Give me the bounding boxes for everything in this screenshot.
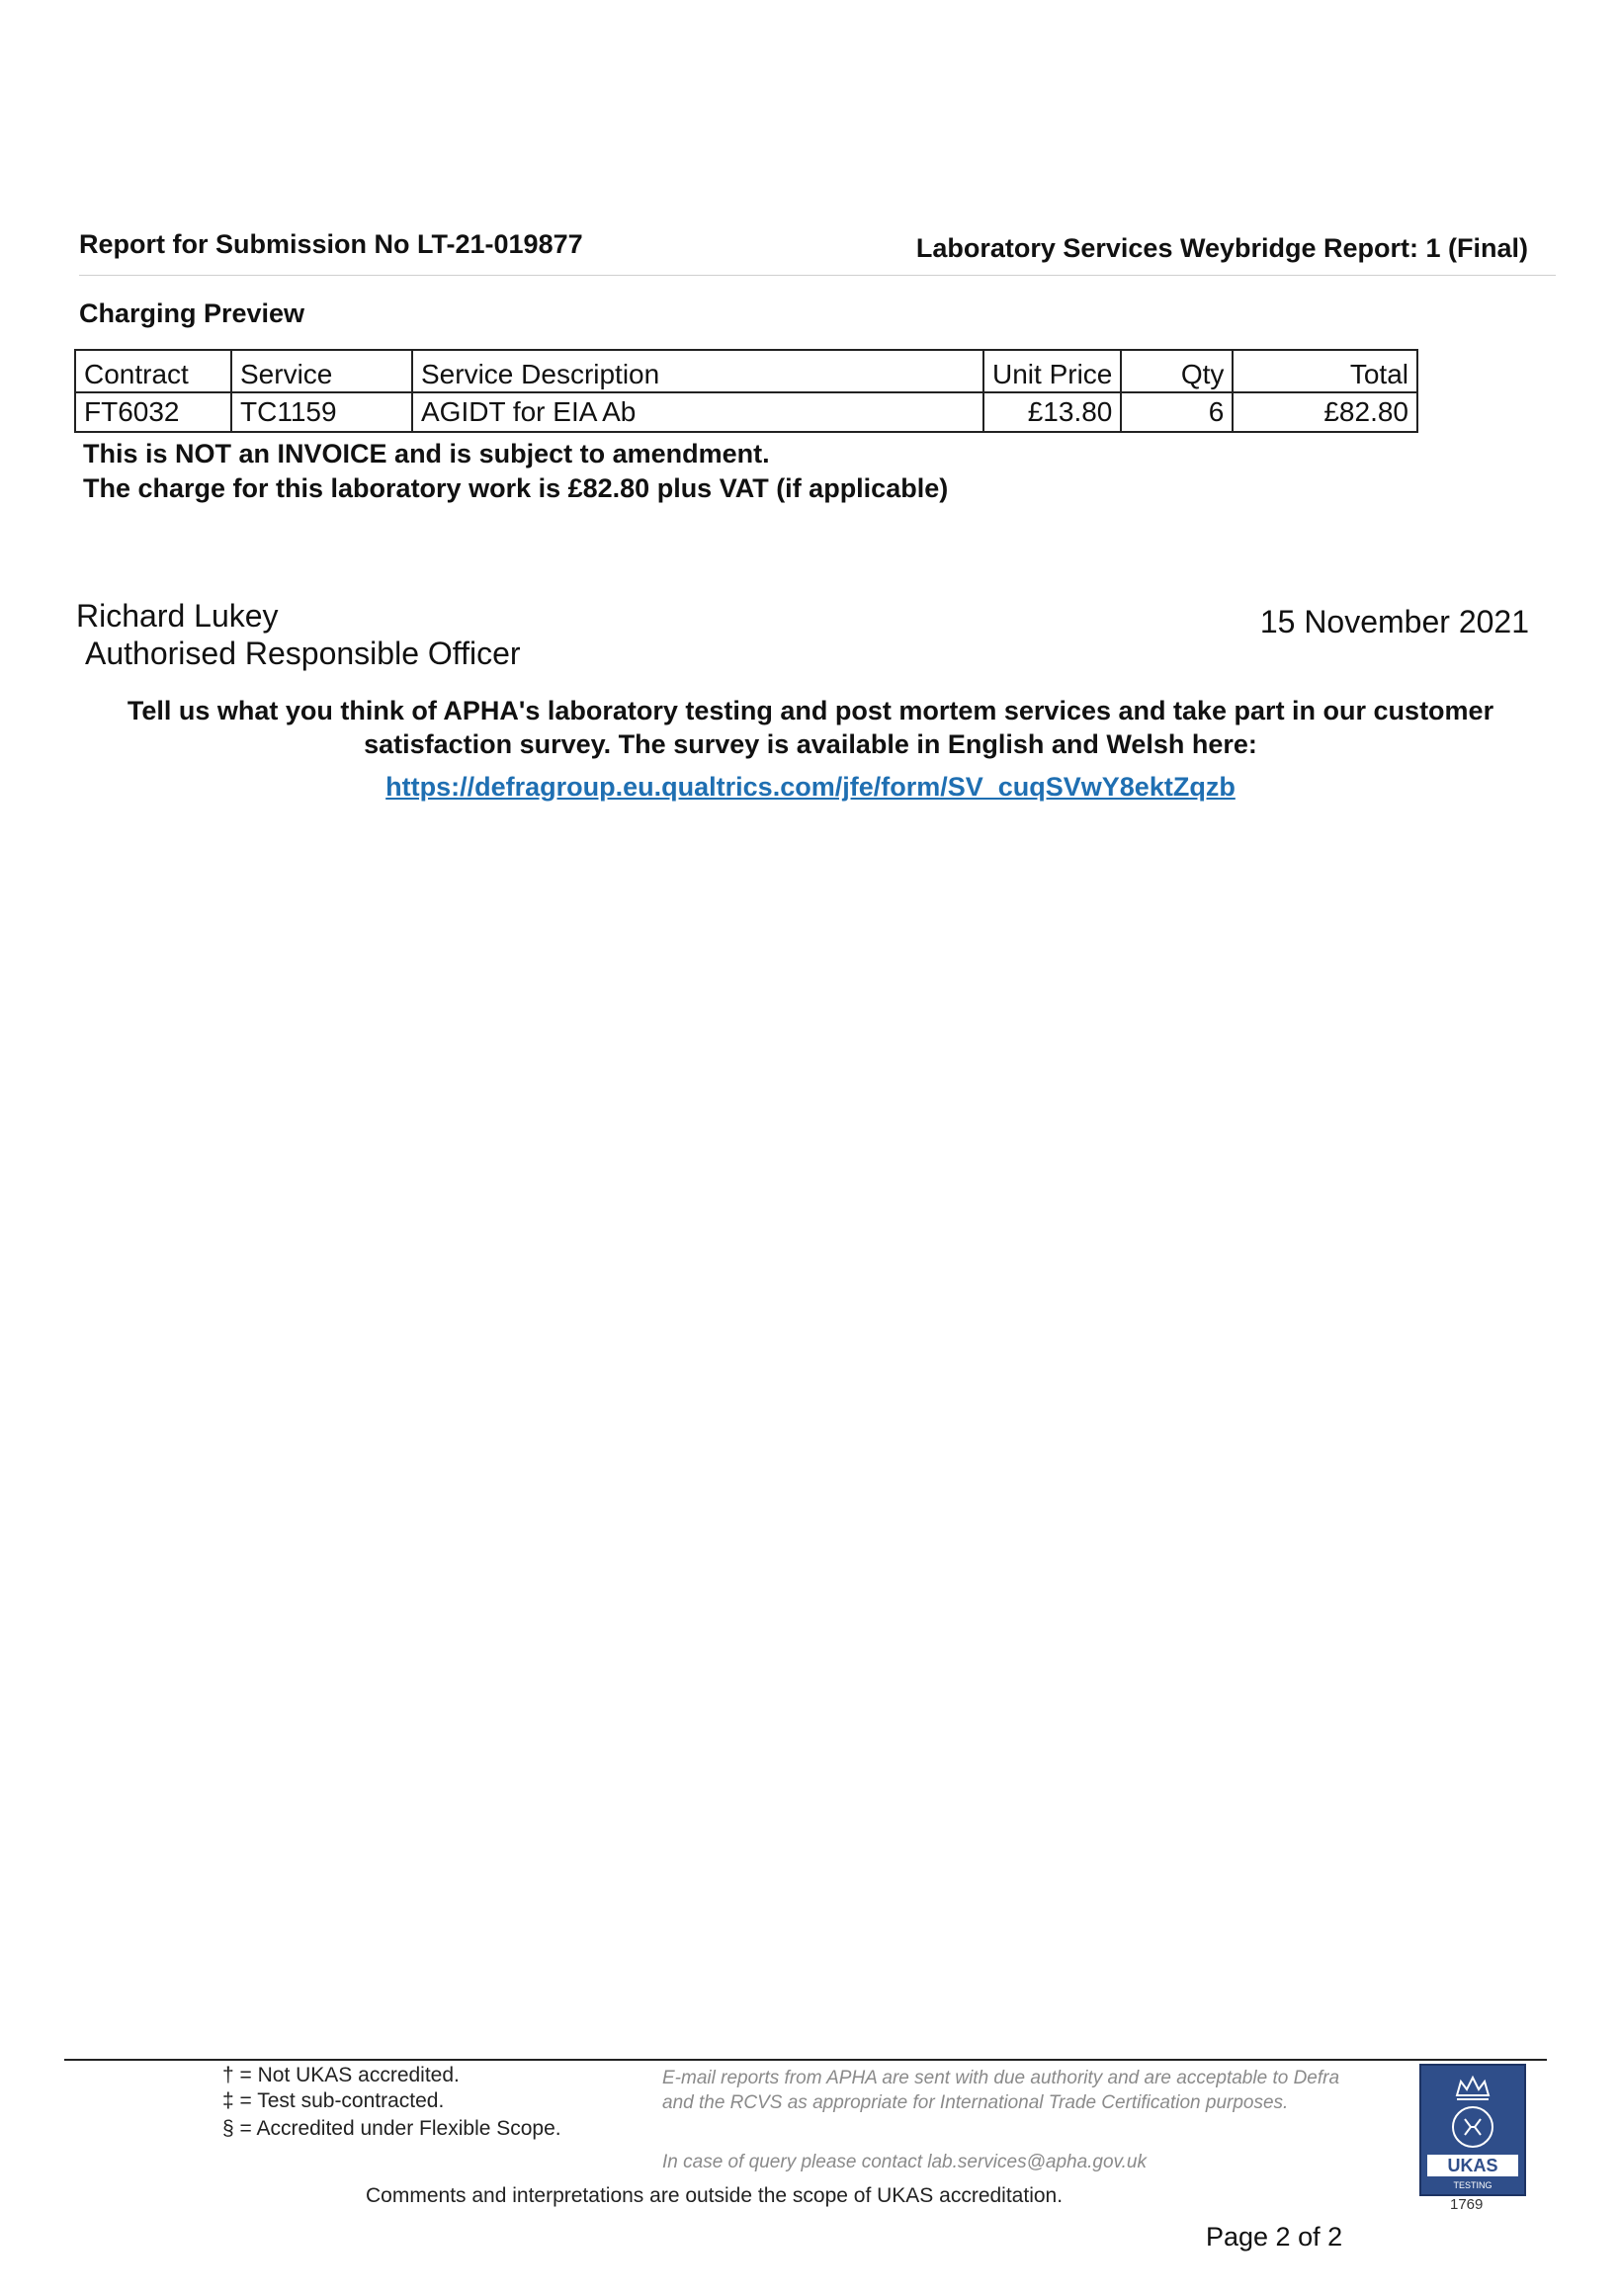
table-row bbox=[75, 392, 1417, 432]
contract-cell: FT6032 bbox=[75, 392, 231, 432]
signer-role: Authorised Responsible Officer bbox=[85, 636, 521, 671]
not-invoice-note: This is NOT an INVOICE and is subject to amendment. bbox=[83, 439, 770, 468]
key-not-accredited: † = Not UKAS accredited. bbox=[222, 2064, 460, 2086]
ukas-testing-text: TESTING bbox=[1453, 2180, 1492, 2190]
section-title: Charging Preview bbox=[79, 298, 305, 328]
submission-number: Report for Submission No LT-21-019877 bbox=[79, 229, 583, 259]
ukas-logo bbox=[1419, 2064, 1526, 2196]
qty-cell: 6 bbox=[1121, 392, 1233, 432]
table-header-row bbox=[75, 350, 1417, 392]
charge-statement: The charge for this laboratory work is £82.80 plus VAT (if applicable) bbox=[83, 473, 949, 503]
description-cell: AGIDT for EIA Ab bbox=[412, 392, 983, 432]
key-flexible-scope: § = Accredited under Flexible Scope. bbox=[222, 2117, 561, 2140]
unit-price-cell: £13.80 bbox=[983, 392, 1121, 432]
report-date: 15 November 2021 bbox=[1259, 604, 1529, 639]
signer-name: Richard Lukey bbox=[76, 598, 279, 634]
key-sub-contracted: ‡ = Test sub-contracted. bbox=[222, 2089, 445, 2112]
column-header-contract: Contract bbox=[75, 350, 231, 392]
email-disclaimer: E-mail reports from APHA are sent with due authority and are acceptable to Defra and the RCVS as appropriate for International Trade Certification purposes. bbox=[662, 2068, 1340, 2113]
column-header-unit-price: Unit Price bbox=[983, 350, 1121, 392]
column-header-service: Service bbox=[231, 350, 412, 392]
total-cell: £82.80 bbox=[1233, 392, 1417, 432]
column-header-total: Total bbox=[1233, 350, 1417, 392]
ukas-mark-text: UKAS bbox=[1447, 2156, 1498, 2175]
charges-table bbox=[74, 349, 1418, 433]
footer-divider bbox=[64, 2059, 1547, 2061]
survey-invitation: Tell us what you think of APHA's laboratory testing and post mortem services and take part in our customer satisfaction survey. The survey is available in English and Welsh here: bbox=[127, 696, 1494, 759]
ukas-accreditation-number: 1769 bbox=[1450, 2196, 1484, 2213]
service-cell: TC1159 bbox=[231, 392, 412, 432]
header-divider bbox=[79, 275, 1556, 276]
survey-link[interactable]: https://defragroup.eu.qualtrics.com/jfe/form/SV_cuqSVwY8ektZqzb bbox=[385, 772, 1236, 802]
lab-report-title: Laboratory Services Weybridge Report: 1 (Final) bbox=[915, 233, 1528, 263]
ukas-crown-icon bbox=[1421, 2066, 1524, 2194]
ukas-scope-note: Comments and interpretations are outside the scope of UKAS accreditation. bbox=[366, 2184, 1064, 2207]
page-number: Page 2 of 2 bbox=[1206, 2222, 1343, 2252]
query-contact: In case of query please contact lab.services@apha.gov.uk bbox=[662, 2152, 1147, 2172]
column-header-qty: Qty bbox=[1121, 350, 1233, 392]
column-header-description: Service Description bbox=[412, 350, 983, 392]
